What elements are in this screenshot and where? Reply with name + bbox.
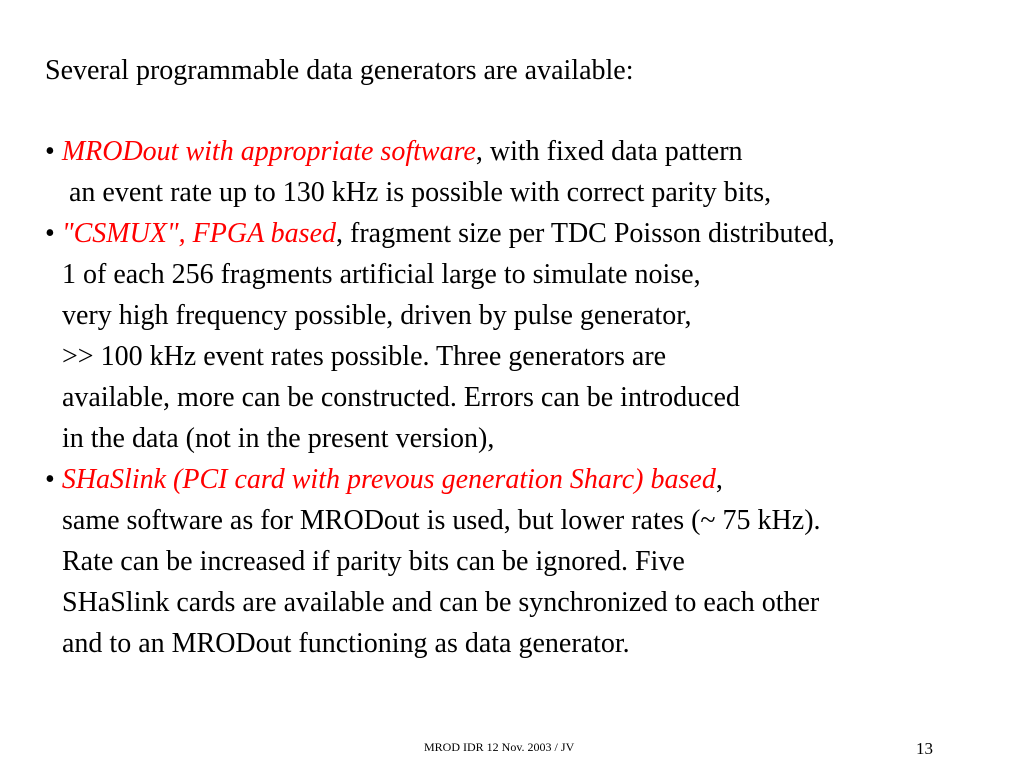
bullet-3-text: , [715, 464, 723, 495]
page-number: 13 [916, 739, 933, 758]
bullet-3-line-1: same software as for MRODout is used, but lower rates (~ 75 kHz). [62, 505, 821, 536]
bullet-3-line-3: SHaSlink cards are available and can be synchronized to each other [62, 587, 820, 618]
bullet-1 [45, 136, 743, 168]
bullet-1-highlight: MRODout with appropriate software [61, 136, 476, 167]
bullet-1-text: , with fixed data pattern [475, 136, 743, 167]
bullet-3-highlight: SHaSlink (PCI card with prevous generation Sharc) based [61, 464, 716, 495]
bullet-marker: • [45, 218, 55, 249]
bullet-3 [45, 464, 723, 496]
bullet-2-line-4: available, more can be constructed. Errors can be introduced [62, 382, 740, 413]
bullet-marker: • [45, 136, 55, 167]
bullet-2-line-2: very high frequency possible, driven by pulse generator, [62, 300, 692, 331]
bullet-marker: • [45, 464, 55, 495]
bullet-3-line-4: and to an MRODout functioning as data generator. [62, 628, 630, 659]
slide-footer: MROD IDR 12 Nov. 2003 / JV [424, 740, 575, 754]
bullet-2-line-1: 1 of each 256 fragments artificial large to simulate noise, [62, 259, 701, 290]
bullet-2-text: , fragment size per TDC Poisson distributed, [336, 218, 835, 249]
bullet-2-line-3: >> 100 kHz event rates possible. Three generators are [62, 341, 667, 372]
bullet-1-line-1: an event rate up to 130 kHz is possible with correct parity bits, [69, 177, 772, 208]
bullet-2-highlight: "CSMUX", FPGA based [61, 218, 337, 249]
slide-heading: Several programmable data generators are available: [45, 55, 634, 86]
bullet-3-line-2: Rate can be increased if parity bits can be ignored. Five [62, 546, 685, 577]
bullet-2-line-5: in the data (not in the present version), [62, 423, 495, 454]
bullet-2 [45, 218, 835, 250]
